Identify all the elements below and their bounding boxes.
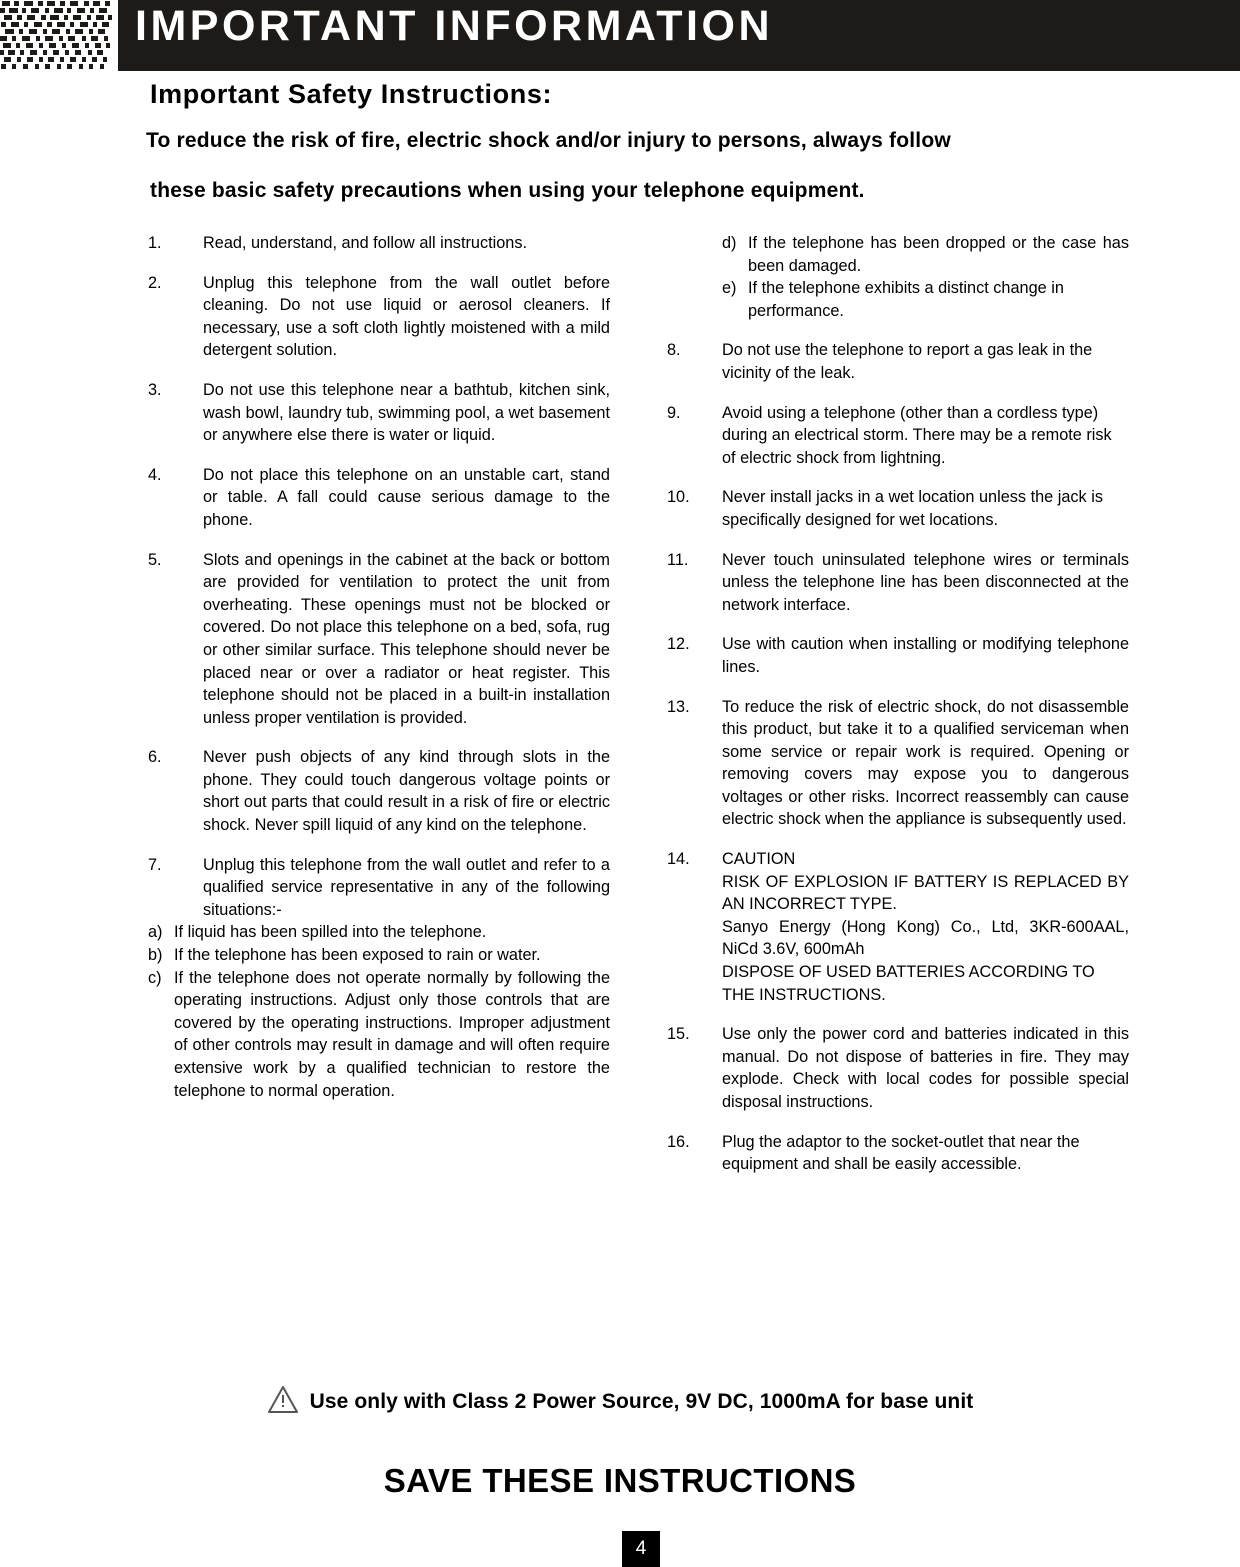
instruction-item xyxy=(148,272,610,362)
item-number: 4. xyxy=(148,465,162,484)
item-text: Read, understand, and follow all instructions. xyxy=(203,234,528,252)
item-number: 3. xyxy=(148,380,162,399)
item-text: Never push objects of any kind through slots in the phone. They could touch dangerous voltage points or short out parts that could result in a risk of fire or electric shock. Never spill liquid of any kind on the telephone. xyxy=(203,748,610,835)
item-text: Never touch uninsulated telephone wires or terminals unless the telephone line has been disconnected at the network interface. xyxy=(722,550,1129,614)
sub-item-text: If liquid has been spilled into the telephone. xyxy=(174,923,487,942)
intro-line-2: these basic safety precautions when using your telephone equipment. xyxy=(150,179,865,202)
item-number: 10. xyxy=(667,488,690,507)
continued-sub-list xyxy=(722,232,1129,322)
instruction-item xyxy=(148,379,610,447)
save-instructions-text: SAVE THESE INSTRUCTIONS xyxy=(383,1462,857,1499)
instruction-item xyxy=(148,746,610,836)
sub-item-text: If the telephone does not operate normally by following the operating instructions. Adjust only those controls that are covered by the operating instructions. Improper adjustment of other controls may result in damage and will often require extensive work by a qualified technician to restore the telephone to normal operation. xyxy=(174,968,610,1100)
sub-list xyxy=(722,232,1129,322)
item-number: 2. xyxy=(148,273,162,292)
item-number: 5. xyxy=(148,550,162,569)
item-text: Never install jacks in a wet location unless the jack is specifically designed for wet locations. xyxy=(722,488,1103,529)
instruction-item xyxy=(148,854,610,1103)
intro-line-1: To reduce the risk of fire, electric shock and/or injury to persons, always follow xyxy=(146,129,951,152)
power-source-notice xyxy=(0,1385,1240,1419)
left-column xyxy=(148,232,610,1119)
item-number: 13. xyxy=(667,697,690,716)
item-number: 1. xyxy=(148,234,162,252)
instruction-item xyxy=(667,339,1129,384)
sub-list-item xyxy=(148,967,610,1103)
item-text: Do not use this telephone near a bathtub, kitchen sink, wash bowl, laundry tub, swimming pool, a wet basement or anywhere else there is water or liquid. xyxy=(203,380,610,445)
item-number: 16. xyxy=(667,1132,690,1151)
instruction-item xyxy=(667,1023,1129,1113)
caution-line-battery-spec: Sanyo Energy (Hong Kong) Co., Ltd, 3KR-600AAL, NiCd 3.6V, 600mAh xyxy=(722,917,1134,959)
item-text: Unplug this telephone from the wall outlet before cleaning. Do not use liquid or aerosol cleaners. If necessary, use a soft cloth lightly moistened with a mild detergent solution. xyxy=(203,273,610,360)
sub-item-text: If the telephone exhibits a distinct change in performance. xyxy=(748,279,1064,320)
item-text: Plug the adaptor to the socket-outlet that near the equipment and shall be easily accessible. xyxy=(722,1132,1080,1174)
caution-line-risk: RISK OF EXPLOSION IF BATTERY IS REPLACED BY AN INCORRECT TYPE. xyxy=(722,872,1133,914)
item-number: 9. xyxy=(667,403,681,422)
instruction-item xyxy=(667,402,1129,470)
item-text: Unplug this telephone from the wall outlet and refer to a qualified service representative in any of the following situations:- xyxy=(203,855,610,919)
item-number: 6. xyxy=(148,748,162,767)
item-text: Do not place this telephone on an unstable cart, stand or table. A fall could cause serious damage to the phone. xyxy=(203,465,610,529)
sub-item-marker: b) xyxy=(148,946,163,965)
sub-item-marker: c) xyxy=(148,968,162,987)
item-number: 12. xyxy=(667,635,690,654)
instruction-item xyxy=(148,232,610,255)
caution-heading: CAUTION xyxy=(722,850,796,869)
sub-list-item xyxy=(722,277,1129,322)
sub-item-text: If the telephone has been dropped or the case has been damaged. xyxy=(748,234,1129,275)
instruction-item xyxy=(667,486,1129,531)
sub-list-item xyxy=(148,944,610,967)
item-text: Slots and openings in the cabinet at the back or bottom are provided for ventilation to protect the unit from overheating. These openings must not be blocked or covered. Do not place this telephone on a bed, sofa, rug or other similar surface. This telephone should never be placed near or over a radiator or heat register. This telephone should not be placed in a built-in installation unless proper ventilation is provided. xyxy=(203,550,610,727)
caution-line-dispose: DISPOSE OF USED BATTERIES ACCORDING TO THE INSTRUCTIONS. xyxy=(722,963,1099,1004)
item-text: Avoid using a telephone (other than a cordless type) during an electrical storm. There may be a remote risk of electric shock from lightning. xyxy=(722,403,1112,467)
instruction-item xyxy=(667,696,1129,832)
item-number: 8. xyxy=(667,341,681,360)
instruction-item xyxy=(667,633,1129,678)
item-number: 15. xyxy=(667,1025,690,1044)
sub-item-text: If the telephone has been exposed to rain or water. xyxy=(174,946,541,965)
sub-item-marker: d) xyxy=(722,234,737,252)
item-number: 11. xyxy=(667,550,689,569)
instruction-item xyxy=(148,549,610,730)
safety-instructions-heading: Important Safety Instructions: xyxy=(150,79,553,109)
item-text: Use only the power cord and batteries indicated in this manual. Do not dispose of batteries in fire. They may explode. Check with local codes for possible special disposal instructions. xyxy=(722,1025,1129,1111)
item-number: 7. xyxy=(148,855,162,874)
instruction-item xyxy=(667,549,1129,617)
page-number: 4 xyxy=(622,1531,660,1567)
instruction-item xyxy=(148,464,610,532)
caution-block xyxy=(722,848,1134,1006)
item-text: To reduce the risk of electric shock, do not disassemble this product, but take it to a qualified serviceman when some service or repair work is required. Opening or removing covers may expose you to dangerous voltages or other risks. Incorrect reassembly can cause electric shock when the appliance is subsequently used. xyxy=(722,697,1129,829)
instruction-item-caution xyxy=(667,848,1134,1006)
sub-item-marker: e) xyxy=(722,279,737,298)
page-header xyxy=(0,0,1240,71)
sub-item-marker: a) xyxy=(148,923,163,942)
item-text: Do not use the telephone to report a gas leak in the vicinity of the leak. xyxy=(722,341,1093,382)
item-number: 14. xyxy=(667,850,690,869)
right-column xyxy=(667,232,1134,1193)
dither-pattern-decoration xyxy=(0,0,112,71)
page-title: IMPORTANT INFORMATION xyxy=(135,2,774,50)
sub-list xyxy=(148,921,610,1102)
power-source-notice-text: Use only with Class 2 Power Source, 9V DC, 1000mA for base unit xyxy=(309,1390,974,1413)
sub-list-item xyxy=(148,921,610,944)
instruction-item xyxy=(667,1131,1129,1176)
sub-list-item xyxy=(722,232,1129,277)
item-text: Use with caution when installing or modifying telephone lines. xyxy=(722,635,1129,676)
warning-triangle-icon xyxy=(267,1385,299,1419)
